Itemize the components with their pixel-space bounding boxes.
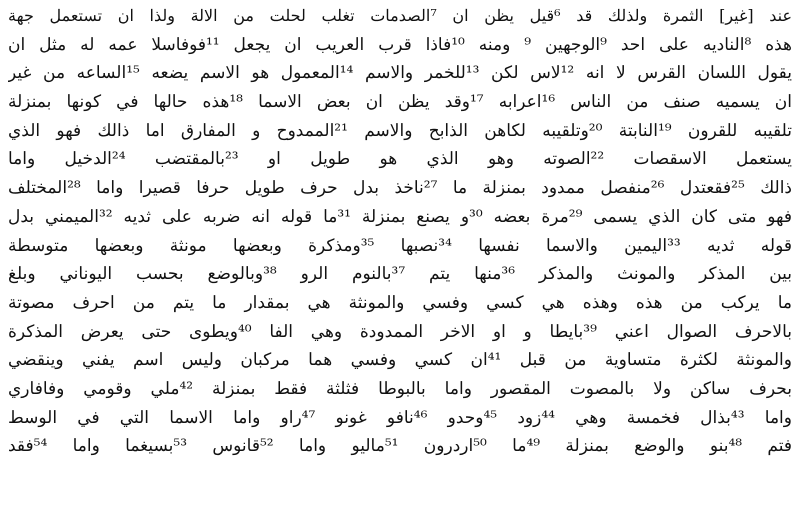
text-line: والمونثة لكثرة متساوية من قبل ⁴¹ان كسي وفسي هما مركبان وليس اسم يفني وينقضي	[8, 350, 792, 371]
text-line: بالاحرف الصوال اعني ³⁹بايطا و او الاخر الممدودة وهي الفا ⁴⁰ويطوى حتى يعرض المذكرة	[8, 321, 792, 342]
text-line: واما ⁴³بذال فخمسة وهي ⁴⁴زود ⁴⁵وحدو ⁴⁶نافو غونو ⁴⁷راو واما الاسما التي في الوسط	[8, 407, 792, 428]
text-line: عند [غير] الثمرة ولذلك قد ⁶قيل يظن ان ⁷الصدمات تغلب لحلت من الالة ولذا ان تستعمل جهة	[8, 6, 792, 25]
text-line: بحرف ساكن ولا بالمصوت المقصور واما بالبوطا فثلثة فقط بمنزلة ⁴²ملي وقومي وفافاري	[8, 378, 792, 399]
text-line: يستعمل الاسقصات ²²الصوته وهو الذي هو طويل او ²³بالمقتضب ²⁴الدخيل واما	[8, 149, 792, 170]
text-line: بين المذكر والمونث والمذكر ³⁶منها يتم ³⁷بالنوم الرو ³⁸وبالوضع بحسب اليوناني وبلغ	[8, 264, 792, 285]
text-line: فتم ⁴⁸بنو والوضع بمنزلة ⁴⁹ما ⁵⁰اردرون ⁵¹ماليو واما ⁵²قانوس ⁵³بسيغما واما ⁵⁴فقد	[8, 436, 792, 457]
text-line: ما يركب من هذه وهذه هي كسي وفسي والمونثة هي بمقدار ما يتم من احرف مصوتة	[8, 292, 792, 313]
text-line: يقول اللسان القرس لا انه ¹²لاس لكن ¹³للخمر والاسم ¹⁴المعمول هو الاسم يضعه ¹⁵الساعه من غير	[8, 63, 792, 84]
text-line: ان يسميه صنف من الناس ¹⁶اعرابه ¹⁷وقد يظن ان بعض الاسما ¹⁸هذه حالها في كونها بمنزلة	[8, 92, 792, 113]
text-line: هذه ⁸الناديه على احد ⁹الوجهين ⁹ ومنه ¹⁰فاذا قرب العريب ان يجعل ¹¹فوفاسلا عمه له مثل ان	[8, 34, 792, 55]
text-line: تلقيبه للقرون ¹⁹النابتة ²⁰وتلقيبه لكاهن الذابح والاسم ²¹الممدوح و المفارق اما ذالك فهو الذي	[8, 120, 792, 141]
text-line: قوله ثديه ³³اليمين والاسما نفسها ³⁴نصبها ³⁵ومذكرة وبعضها مونثة وبعضها متوسطة	[8, 235, 792, 256]
text-line: فهو متى كان الذي يسمى ²⁹مرة بعضه ³⁰و يصنع بمنزلة ³¹ما قوله انه ضربه على ثديه ³²الميمني بدل	[8, 206, 792, 227]
text-line: ذالك ²⁵فقعتدل ²⁶منفصل ممدود بمنزلة ما ²⁷ناخذ بدل حرف طويل حرفا قصيرا واما ²⁸المختلف	[8, 178, 792, 199]
